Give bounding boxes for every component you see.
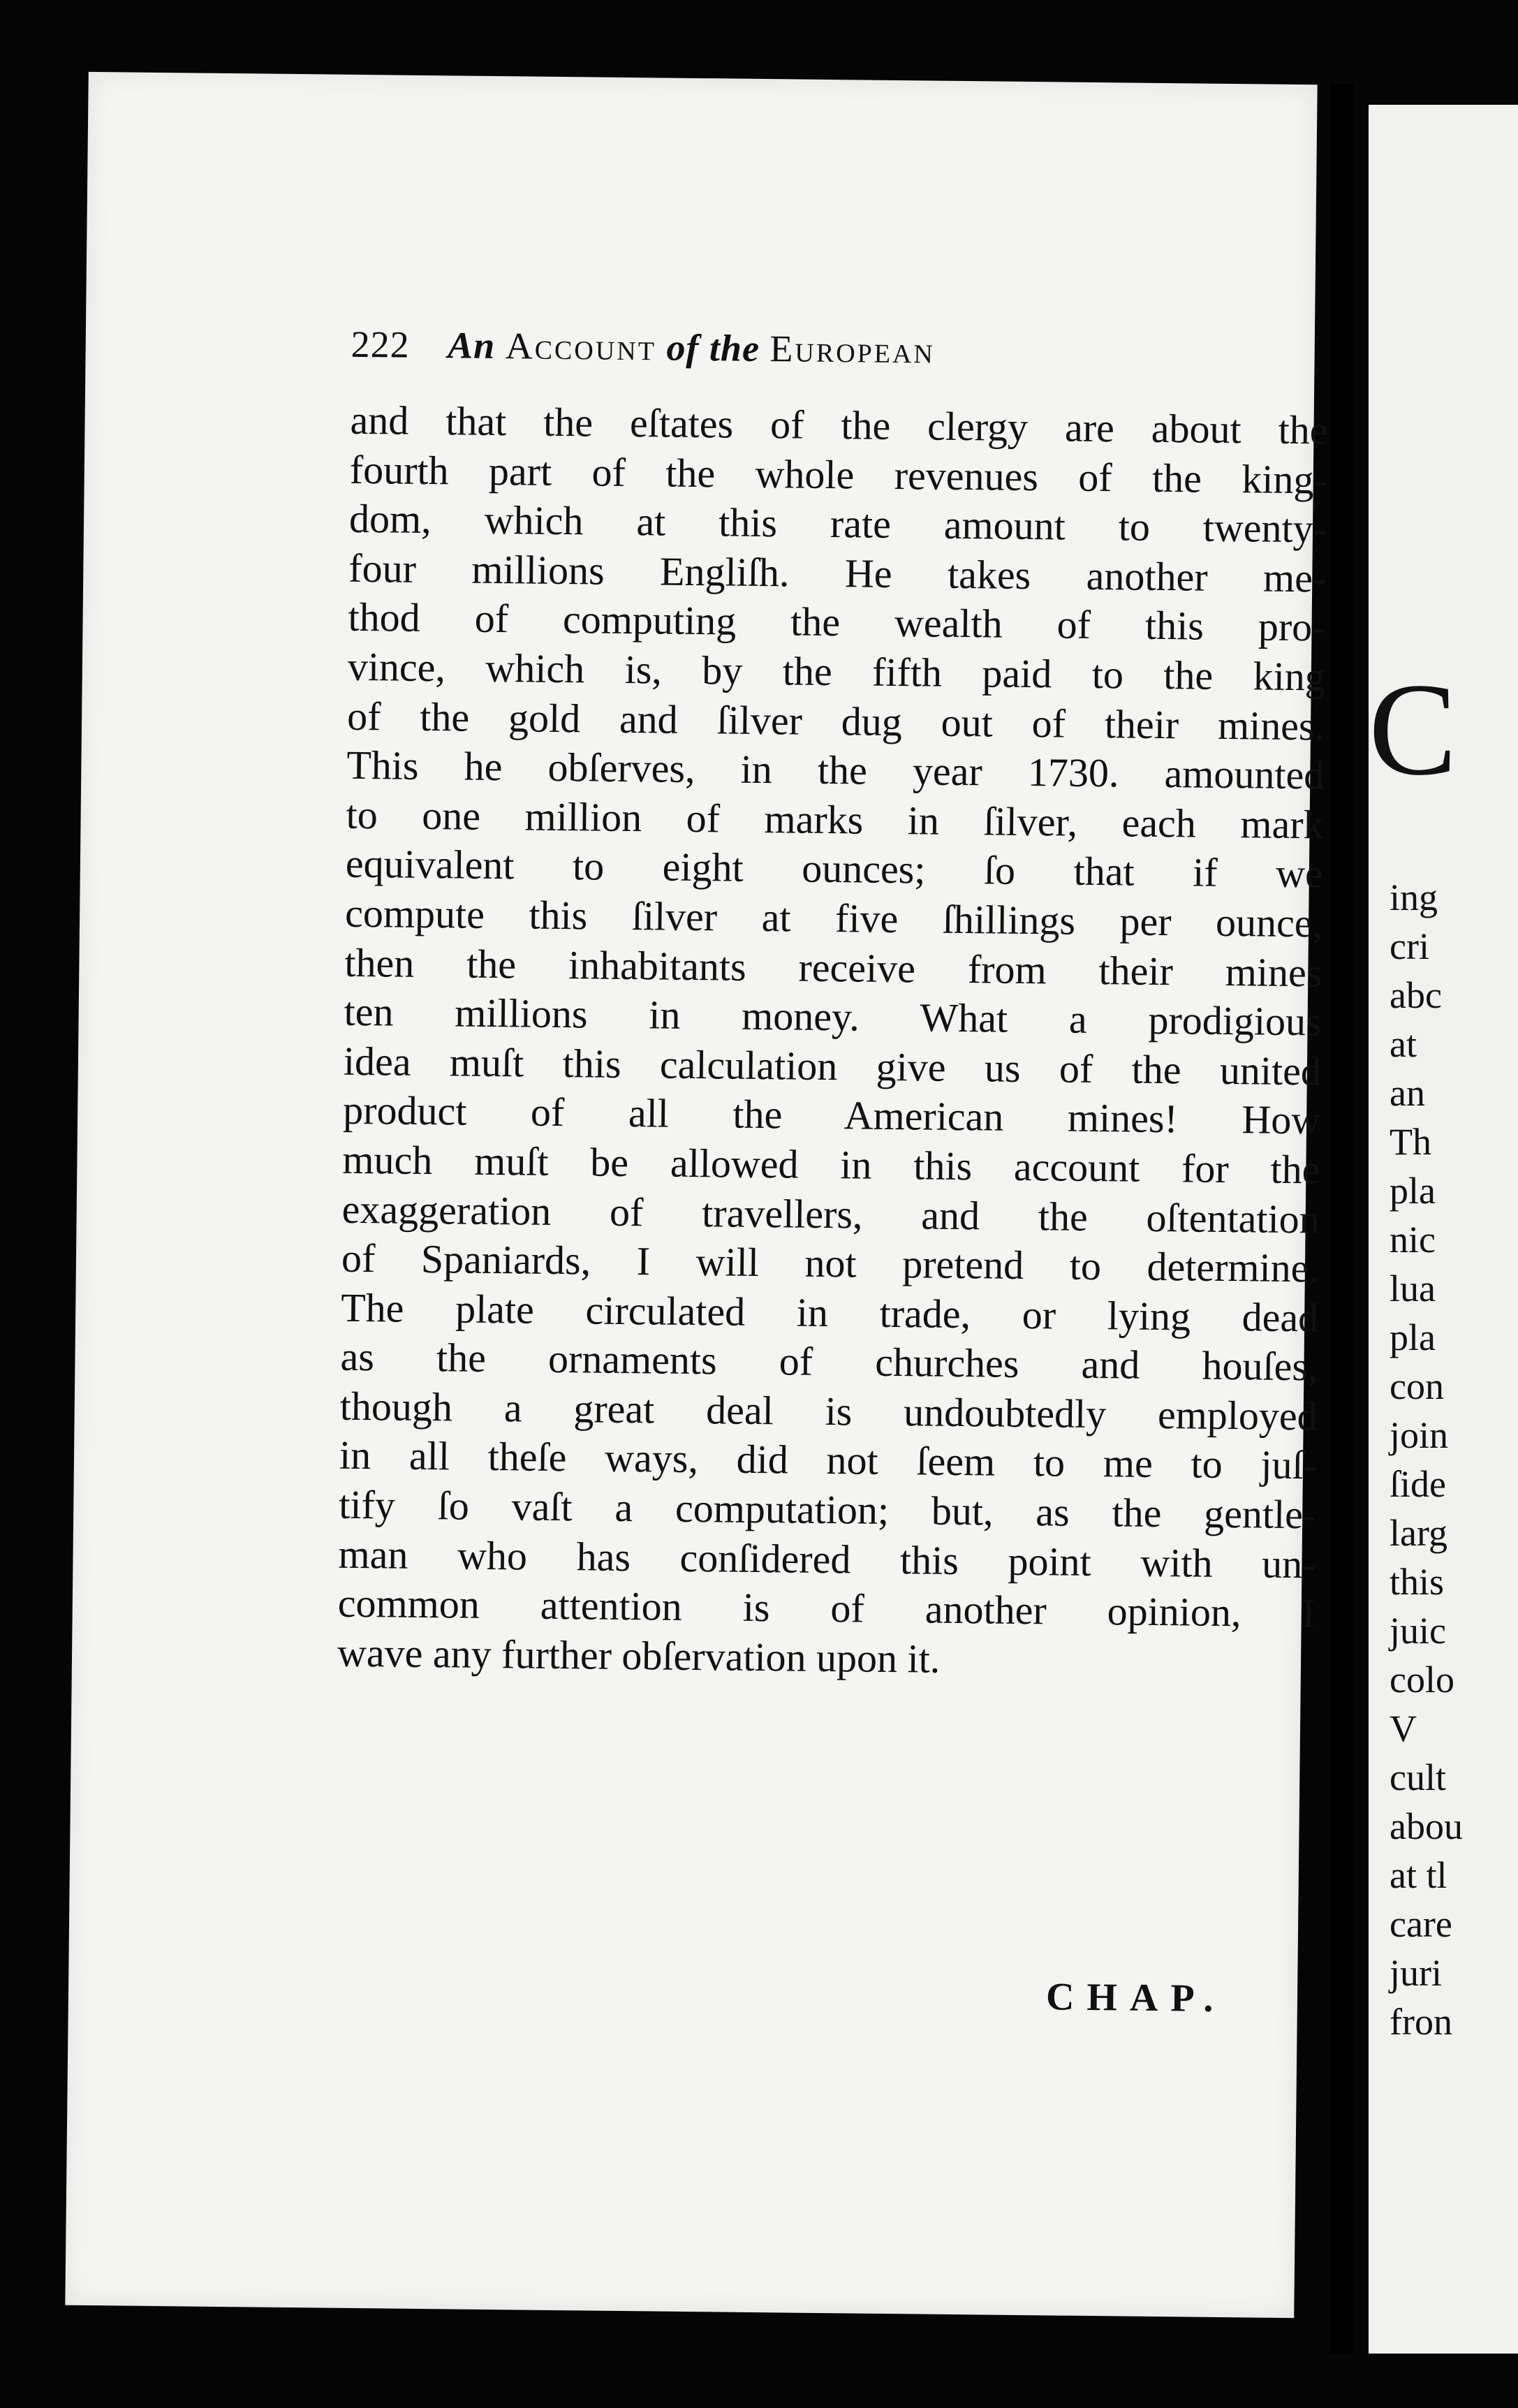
header-word: European [769,328,936,372]
text-line: The plate circulated in trade, or lying dead [340,1284,1319,1341]
facing-line: cri [1390,925,1429,967]
facing-line: lua [1390,1268,1436,1309]
facing-line: join [1390,1414,1449,1456]
text-line: though a great deal is undoubtedly employed [339,1383,1318,1439]
text-line: as the ornaments of churches and houſes, [340,1334,1318,1390]
text-line: exaggeration of travellers, and the oſtentation [341,1186,1320,1242]
facing-line: juri [1390,1952,1442,1994]
text-line: dom, which at this rate amount to twenty- [348,496,1327,552]
text-line: of the gold and ſilver dug out of their mines. [346,693,1325,749]
text-line: This he obſerves, in the year 1730. amounted [346,742,1325,798]
facing-line: an [1390,1072,1425,1114]
facing-line: larg [1390,1512,1447,1554]
facing-line: ing [1390,876,1438,918]
page-number: 222 [351,323,411,366]
text-line: product of all the American mines! How [342,1087,1321,1143]
text-line: fourth part of the whole revenues of the king- [349,446,1328,503]
text-line: four millions Engliſh. He takes another me- [348,545,1327,601]
facing-line: at [1390,1023,1417,1065]
text-line: in all theſe ways, did not ſeem to me to juſ- [339,1432,1318,1488]
facing-line: at tl [1390,1854,1447,1896]
facing-line: colo [1390,1659,1454,1701]
facing-line: Th [1390,1121,1431,1163]
facing-line: abc [1390,974,1442,1016]
facing-line: con [1390,1365,1444,1407]
text-line: idea muſt this calculation give us of the united [343,1038,1322,1094]
text-line: wave any further obſervation upon it. [337,1629,941,1682]
text-line: much muſt be allowed in this account for the [342,1136,1320,1193]
facing-line: cult [1390,1756,1446,1798]
running-header [351,323,935,372]
header-word: of the [666,326,760,369]
text-line: thod of computing the wealth of this pro- [348,594,1326,650]
facing-line: nic [1390,1219,1436,1261]
text-line: to one million of marks in ſilver, each mark [346,791,1324,848]
body-text [337,396,1328,1688]
header-word: Account [505,325,657,369]
facing-line: ſide [1390,1463,1446,1505]
facing-line: pla [1390,1170,1436,1212]
catchword: CHAP. [1045,1975,1226,2021]
facing-dropcap: C [1369,656,1457,803]
text-line: and that the eſtates of the clergy are about the [350,397,1328,453]
text-line: compute this ſilver at five ſhillings per ounce, [344,890,1323,946]
text-line: then the inhabitants receive from their mines [344,939,1322,995]
facing-line: V [1390,1708,1417,1749]
facing-line: juic [1390,1610,1446,1652]
facing-line: this [1390,1561,1445,1603]
header-word: An [447,324,496,367]
facing-line: abou [1390,1805,1463,1847]
book-page [65,72,1328,2318]
facing-line: pla [1390,1316,1436,1358]
facing-line: fron [1390,2001,1452,2043]
facing-line: care [1390,1903,1452,1945]
book-gutter [1330,84,1354,2354]
facing-page [1369,105,1518,2354]
text-line: tify ſo vaſt a computation; but, as the gentle- [338,1481,1317,1538]
text-line: of Spaniards, I will not pretend to determine. [341,1235,1320,1291]
text-line: vince, which is, by the fifth paid to the king [347,643,1326,700]
text-line: man who has conſidered this point with un- [338,1531,1316,1587]
text-line: ten millions in money. What a prodigious [344,988,1322,1045]
text-line: equivalent to eight ounces; ſo that if we [345,841,1324,897]
text-line: common attention is of another opinion, I [337,1580,1316,1636]
